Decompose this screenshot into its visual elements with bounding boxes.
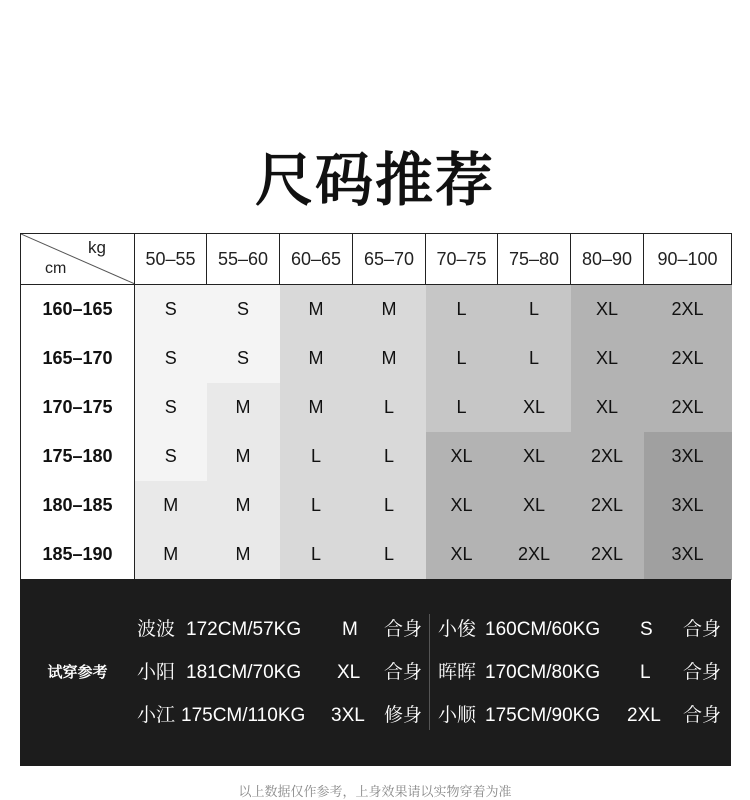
size-cell: M bbox=[207, 383, 280, 432]
size-cell: S bbox=[207, 285, 280, 335]
table-row bbox=[21, 285, 732, 335]
size-cell: M bbox=[135, 481, 207, 530]
disclaimer-note: 以上数据仅作参考，上身效果请以实物穿着为准 bbox=[238, 785, 512, 800]
model-size: 3XL bbox=[331, 705, 365, 726]
size-cell: L bbox=[498, 285, 571, 335]
weight-header: 75–80 bbox=[498, 234, 571, 285]
try-on-entry bbox=[137, 615, 427, 645]
size-cell: L bbox=[280, 481, 353, 530]
size-cell: M bbox=[207, 481, 280, 530]
size-cell: L bbox=[353, 383, 426, 432]
try-on-entry bbox=[137, 701, 427, 731]
size-cell: 2XL bbox=[498, 530, 571, 580]
model-name: 小顺 bbox=[438, 705, 477, 726]
size-cell: XL bbox=[571, 383, 644, 432]
weight-unit-label: kg bbox=[88, 238, 106, 257]
try-on-label: 试穿参考 bbox=[47, 663, 108, 681]
column-divider bbox=[429, 614, 430, 730]
size-cell: 2XL bbox=[571, 481, 644, 530]
model-size: M bbox=[342, 619, 358, 640]
weight-header: 70–75 bbox=[426, 234, 498, 285]
size-cell: L bbox=[353, 530, 426, 580]
size-cell: 2XL bbox=[571, 530, 644, 580]
weight-header: 60–65 bbox=[280, 234, 353, 285]
try-on-entry bbox=[137, 658, 427, 688]
weight-header-row bbox=[21, 234, 732, 285]
size-cell: 2XL bbox=[571, 432, 644, 481]
size-cell: 2XL bbox=[644, 334, 732, 383]
size-cell: S bbox=[135, 432, 207, 481]
size-cell: M bbox=[353, 334, 426, 383]
height-label: 160–165 bbox=[21, 285, 135, 335]
weight-header: 65–70 bbox=[353, 234, 426, 285]
size-cell: M bbox=[280, 334, 353, 383]
size-cell: L bbox=[280, 530, 353, 580]
size-cell: 2XL bbox=[644, 383, 732, 432]
try-on-entry bbox=[438, 615, 728, 645]
try-on-entry bbox=[438, 701, 728, 731]
size-cell: XL bbox=[498, 432, 571, 481]
model-measure: 175CM/90KG bbox=[485, 705, 601, 726]
size-cell: 3XL bbox=[644, 432, 732, 481]
size-cell: L bbox=[426, 334, 498, 383]
model-fit: 修身 bbox=[384, 705, 423, 726]
model-measure: 181CM/70KG bbox=[186, 662, 302, 683]
corner-diagonal-line bbox=[21, 234, 135, 284]
model-size: L bbox=[640, 662, 651, 683]
table-row bbox=[21, 334, 732, 383]
model-size: S bbox=[640, 619, 653, 640]
size-cell: S bbox=[135, 334, 207, 383]
model-measure: 172CM/57KG bbox=[186, 619, 302, 640]
weight-header: 55–60 bbox=[207, 234, 280, 285]
table-row bbox=[21, 383, 732, 432]
model-name: 晖晖 bbox=[438, 662, 477, 683]
size-cell: S bbox=[135, 383, 207, 432]
model-name: 小阳 bbox=[137, 662, 176, 683]
weight-header: 80–90 bbox=[571, 234, 644, 285]
table-row bbox=[21, 481, 732, 530]
try-on-entry bbox=[438, 658, 728, 688]
size-cell: M bbox=[280, 383, 353, 432]
height-label: 175–180 bbox=[21, 432, 135, 481]
size-cell: L bbox=[426, 285, 498, 335]
size-cell: XL bbox=[571, 285, 644, 335]
size-cell: XL bbox=[426, 481, 498, 530]
size-cell: L bbox=[280, 432, 353, 481]
size-cell: XL bbox=[426, 432, 498, 481]
model-measure: 170CM/80KG bbox=[485, 662, 601, 683]
size-cell: M bbox=[353, 285, 426, 335]
size-cell: M bbox=[207, 530, 280, 580]
model-fit: 合身 bbox=[384, 619, 423, 640]
size-cell: L bbox=[498, 334, 571, 383]
size-cell: 2XL bbox=[644, 285, 732, 335]
table-row bbox=[21, 432, 732, 481]
weight-header: 50–55 bbox=[135, 234, 207, 285]
size-cell: M bbox=[207, 432, 280, 481]
size-chart-table bbox=[20, 233, 732, 580]
height-label: 185–190 bbox=[21, 530, 135, 580]
size-cell: S bbox=[207, 334, 280, 383]
model-name: 小江 bbox=[137, 705, 176, 726]
model-name: 波波 bbox=[137, 619, 176, 640]
page-title: 尺码推荐 bbox=[254, 146, 495, 214]
height-label: 170–175 bbox=[21, 383, 135, 432]
model-fit: 合身 bbox=[384, 662, 423, 683]
size-cell: L bbox=[353, 432, 426, 481]
model-measure: 175CM/110KG bbox=[181, 705, 306, 726]
model-fit: 合身 bbox=[683, 619, 722, 640]
table-row bbox=[21, 530, 732, 580]
model-name: 小俊 bbox=[438, 619, 477, 640]
size-cell: XL bbox=[498, 383, 571, 432]
size-cell: L bbox=[426, 383, 498, 432]
size-cell: M bbox=[135, 530, 207, 580]
size-cell: 3XL bbox=[644, 481, 732, 530]
height-label: 180–185 bbox=[21, 481, 135, 530]
height-label: 165–170 bbox=[21, 334, 135, 383]
size-cell: 3XL bbox=[644, 530, 732, 580]
weight-header: 90–100 bbox=[644, 234, 732, 285]
model-size: 2XL bbox=[627, 705, 661, 726]
size-cell: L bbox=[353, 481, 426, 530]
model-size: XL bbox=[337, 662, 361, 683]
size-cell: S bbox=[135, 285, 207, 335]
size-cell: XL bbox=[571, 334, 644, 383]
size-cell: M bbox=[280, 285, 353, 335]
model-measure: 160CM/60KG bbox=[485, 619, 601, 640]
model-fit: 合身 bbox=[683, 705, 722, 726]
try-on-reference-panel bbox=[20, 579, 731, 766]
height-unit-label: cm bbox=[45, 260, 67, 277]
model-fit: 合身 bbox=[683, 662, 722, 683]
size-cell: XL bbox=[498, 481, 571, 530]
table-corner-cell bbox=[21, 234, 135, 285]
size-cell: XL bbox=[426, 530, 498, 580]
